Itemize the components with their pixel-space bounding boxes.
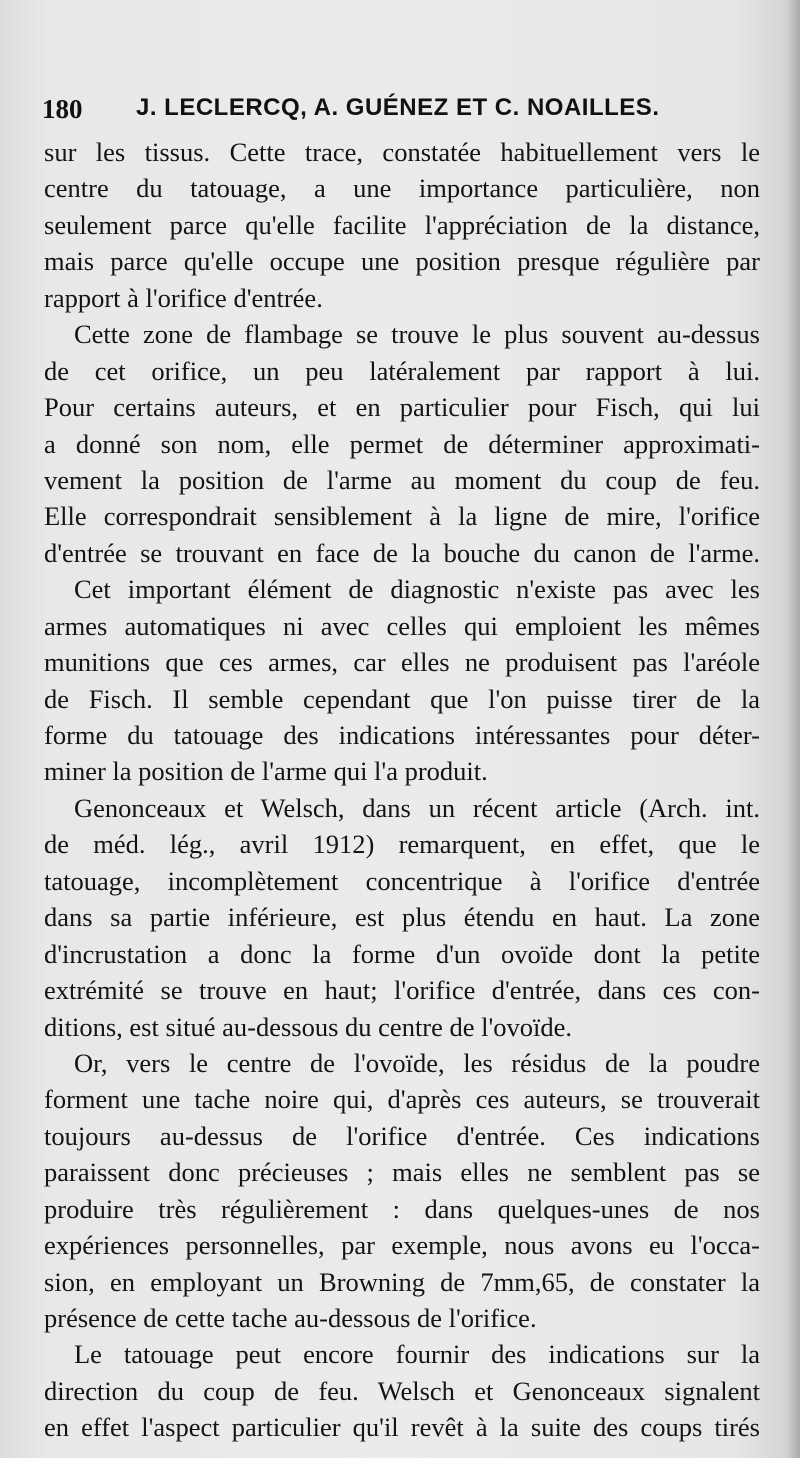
- text-line: paraissent donc précieuses ; mais elles ne semblent pas se: [44, 1157, 760, 1188]
- text-line: toujours au-dessus de l'orifice d'entrée. Ces indications: [44, 1120, 760, 1151]
- body-text: [44, 134, 760, 1446]
- text-line: tatouage, incomplètement concentrique à l'orifice d'entrée: [44, 865, 760, 896]
- text-line: vement la position de l'arme au moment du coup de feu.: [44, 464, 760, 495]
- text-line: a donné son nom, elle permet de déterminer approximati-: [44, 428, 760, 459]
- text-line: armes automatiques ni avec celles qui emploient les mêmes: [44, 610, 760, 641]
- text-line: Elle correspondrait sensiblement à la ligne de mire, l'orifice: [44, 501, 760, 532]
- text-line: sion, en employant un Browning de 7mm,65, de constater la: [44, 1266, 760, 1297]
- text-line: ditions, est situé au-dessous du centre de l'ovoïde.: [44, 1011, 573, 1042]
- text-line: miner la position de l'arme qui l'a produit.: [44, 756, 488, 787]
- text-line: de Fisch. Il semble cependant que l'on puisse tirer de la: [44, 683, 760, 714]
- text-line: de cet orifice, un peu latéralement par rapport à lui.: [44, 355, 760, 386]
- running-head: J. LECLERCQ, A. GUÉNEZ ET C. NOAILLES.: [136, 94, 660, 121]
- text-line: mais parce qu'elle occupe une position presque régulière par: [44, 246, 760, 277]
- text-line: présence de cette tache au-dessous de l'orifice.: [44, 1303, 537, 1333]
- text-line: Pour certains auteurs, et en particulier pour Fisch, qui lui: [44, 392, 760, 423]
- text-line: Cet important élément de diagnostic n'existe pas avec les: [74, 574, 760, 605]
- text-line: expériences personnelles, par exemple, nous avons eu l'occa-: [44, 1230, 760, 1261]
- page-number: 180: [42, 94, 83, 124]
- text-line: Le tatouage peut encore fournir des indications sur la: [74, 1339, 760, 1370]
- text-line: forment une tache noire qui, d'après ces auteurs, se trouverait: [44, 1084, 760, 1115]
- text-line: direction du coup de feu. Welsch et Genonceaux signalent: [44, 1375, 760, 1406]
- text-line: dans sa partie inférieure, est plus étendu en haut. La zone: [44, 902, 760, 933]
- page-header: [42, 90, 762, 126]
- text-line: de méd. lég., avril 1912) remarquent, en effet, que le: [44, 829, 760, 860]
- text-line: extrémité se trouve en haut; l'orifice d'entrée, dans ces con-: [44, 975, 760, 1006]
- text-line: produire très régulièrement : dans quelques-unes de nos: [44, 1193, 760, 1224]
- text-line: Or, vers le centre de l'ovoïde, les résidus de la poudre: [74, 1047, 760, 1078]
- text-line: d'entrée se trouvant en face de la bouche du canon de l'arme.: [44, 537, 760, 568]
- text-line: Genonceaux et Welsch, dans un récent article (Arch. int.: [74, 792, 760, 823]
- text-line: Cette zone de flambage se trouve le plus souvent au-dessus: [74, 319, 760, 350]
- page-edge-shadow: [786, 0, 800, 1458]
- text-line: d'incrustation a donc la forme d'un ovoïde dont la petite: [44, 938, 760, 969]
- text-line: centre du tatouage, a une importance particulière, non: [44, 173, 760, 204]
- text-line: en effet l'aspect particulier qu'il revêt à la suite des coups tirés: [44, 1412, 760, 1443]
- text-line: munitions que ces armes, car elles ne produisent pas l'aréole: [44, 647, 760, 678]
- text-line: sur les tissus. Cette trace, constatée habituellement vers le: [44, 137, 760, 167]
- text-line: forme du tatouage des indications intéressantes pour déter-: [44, 720, 760, 750]
- text-line: seulement parce qu'elle facilite l'appréciation de la distance,: [44, 209, 760, 240]
- text-line: rapport à l'orifice d'entrée.: [44, 282, 323, 313]
